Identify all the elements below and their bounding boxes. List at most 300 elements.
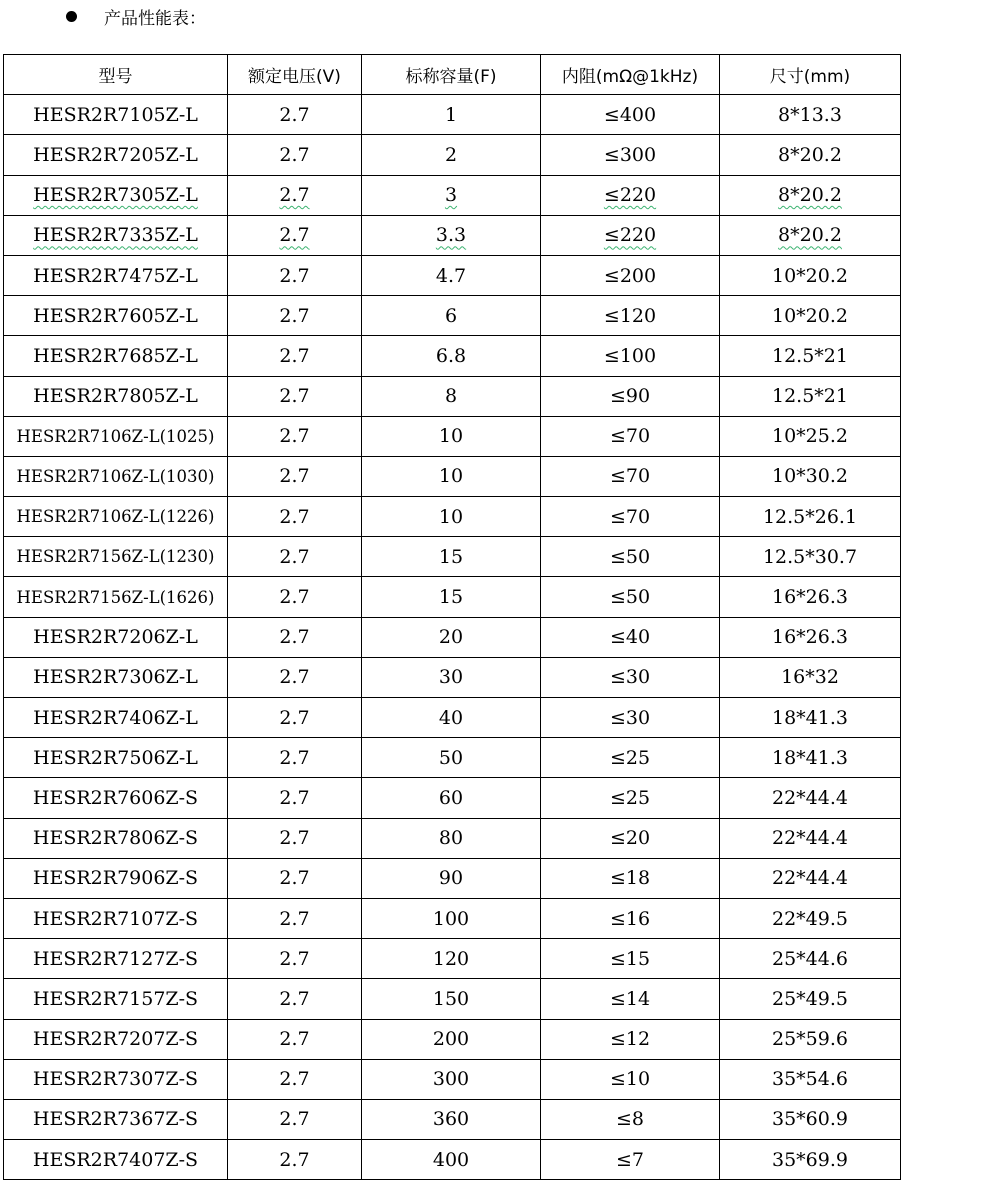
cell-resistance <box>541 979 720 1019</box>
cell-capacitance-text: 60 <box>438 786 464 809</box>
cell-capacitance <box>362 577 541 617</box>
cell-model-text: HESR2R7206Z-L <box>33 626 198 649</box>
cell-capacitance-text: 300 <box>432 1068 470 1091</box>
cell-capacitance <box>362 537 541 577</box>
cell-resistance-text: ≤70 <box>609 425 651 448</box>
cell-rated-voltage <box>228 175 362 215</box>
cell-resistance <box>541 376 720 416</box>
cell-model-text: HESR2R7305Z-L <box>33 184 198 207</box>
cell-size-text: 22*44.4 <box>772 867 848 890</box>
cell-size-text: 25*59.6 <box>772 1028 848 1051</box>
cell-resistance-text: ≤400 <box>603 103 657 126</box>
cell-size-text: 8*20.2 <box>778 143 842 166</box>
header-size: 尺寸(mm) <box>720 55 901 95</box>
cell-model <box>4 778 228 818</box>
cell-model-text: HESR2R7685Z-L <box>33 344 198 367</box>
table-row <box>4 818 901 858</box>
cell-resistance-text: ≤16 <box>609 907 651 930</box>
cell-model <box>4 95 228 135</box>
cell-model <box>4 296 228 336</box>
cell-size-text: 10*20.2 <box>772 304 848 327</box>
cell-resistance <box>541 1140 720 1180</box>
cell-rated-voltage-text: 2.7 <box>279 545 310 568</box>
cell-rated-voltage-text: 2.7 <box>279 385 310 408</box>
cell-rated-voltage-text: 2.7 <box>279 626 310 649</box>
cell-size-text: 22*44.4 <box>772 786 848 809</box>
cell-capacitance-text: 20 <box>438 626 464 649</box>
cell-size <box>720 657 901 697</box>
cell-rated-voltage-text: 2.7 <box>279 586 310 609</box>
cell-resistance <box>541 898 720 938</box>
table-row <box>4 537 901 577</box>
cell-capacitance-text: 150 <box>432 987 470 1010</box>
cell-model-text: HESR2R7306Z-L <box>33 666 198 689</box>
cell-rated-voltage-text: 2.7 <box>279 987 310 1010</box>
cell-size <box>720 95 901 135</box>
cell-capacitance <box>362 255 541 295</box>
cell-capacitance <box>362 898 541 938</box>
cell-size <box>720 778 901 818</box>
cell-rated-voltage <box>228 537 362 577</box>
cell-size-text: 8*13.3 <box>778 103 842 126</box>
table-row <box>4 577 901 617</box>
cell-size-text: 12.5*21 <box>772 344 848 367</box>
cell-model <box>4 1099 228 1139</box>
cell-size <box>720 1059 901 1099</box>
cell-size-text: 12.5*21 <box>772 385 848 408</box>
cell-model <box>4 898 228 938</box>
table-row <box>4 657 901 697</box>
cell-model <box>4 1140 228 1180</box>
cell-resistance-text: ≤20 <box>609 827 651 850</box>
table-row <box>4 778 901 818</box>
cell-capacitance <box>362 1140 541 1180</box>
cell-rated-voltage <box>228 296 362 336</box>
cell-resistance <box>541 858 720 898</box>
cell-capacitance-text: 30 <box>438 666 464 689</box>
cell-rated-voltage <box>228 497 362 537</box>
cell-model <box>4 376 228 416</box>
cell-model-text: HESR2R7307Z-S <box>32 1068 199 1091</box>
cell-model-text: HESR2R7906Z-S <box>32 867 199 890</box>
table-row <box>4 416 901 456</box>
cell-resistance <box>541 215 720 255</box>
cell-rated-voltage-text: 2.7 <box>279 465 310 488</box>
cell-capacitance-text: 1 <box>444 103 458 126</box>
cell-rated-voltage <box>228 738 362 778</box>
cell-capacitance-text: 2 <box>444 143 458 166</box>
cell-rated-voltage <box>228 858 362 898</box>
cell-model <box>4 657 228 697</box>
cell-resistance-text: ≤18 <box>609 867 651 890</box>
cell-resistance <box>541 1059 720 1099</box>
cell-size <box>720 376 901 416</box>
cell-rated-voltage-text: 2.7 <box>279 143 310 166</box>
cell-size <box>720 577 901 617</box>
cell-size <box>720 738 901 778</box>
cell-size <box>720 135 901 175</box>
table-row <box>4 296 901 336</box>
cell-size-text: 22*44.4 <box>772 827 848 850</box>
cell-model <box>4 818 228 858</box>
cell-capacitance <box>362 1059 541 1099</box>
cell-size-text: 25*49.5 <box>772 987 848 1010</box>
cell-resistance-text: ≤10 <box>609 1068 651 1091</box>
table-row <box>4 1059 901 1099</box>
cell-resistance <box>541 939 720 979</box>
cell-rated-voltage <box>228 778 362 818</box>
table-row <box>4 255 901 295</box>
cell-model-text: HESR2R7406Z-L <box>33 706 198 729</box>
cell-rated-voltage-text: 2.7 <box>279 786 310 809</box>
cell-resistance <box>541 617 720 657</box>
cell-rated-voltage <box>228 818 362 858</box>
cell-size <box>720 939 901 979</box>
cell-rated-voltage-text: 2.7 <box>279 304 310 327</box>
cell-rated-voltage-text: 2.7 <box>279 264 310 287</box>
cell-size <box>720 979 901 1019</box>
cell-resistance <box>541 296 720 336</box>
cell-model-text: HESR2R7805Z-L <box>33 385 198 408</box>
cell-model-text: HESR2R7506Z-L <box>33 746 198 769</box>
cell-capacitance-text: 15 <box>438 545 464 568</box>
cell-capacitance-text: 120 <box>432 947 470 970</box>
cell-capacitance-text: 80 <box>438 827 464 850</box>
table-row <box>4 698 901 738</box>
cell-capacitance <box>362 336 541 376</box>
cell-capacitance-text: 3 <box>444 184 458 207</box>
cell-capacitance-text: 3.3 <box>435 224 467 247</box>
cell-rated-voltage <box>228 135 362 175</box>
cell-model <box>4 215 228 255</box>
cell-rated-voltage-text: 2.7 <box>279 1028 310 1051</box>
cell-size <box>720 336 901 376</box>
table-row <box>4 456 901 496</box>
cell-rated-voltage <box>228 979 362 1019</box>
cell-capacitance-text: 200 <box>432 1028 470 1051</box>
cell-size-text: 10*20.2 <box>772 264 848 287</box>
cell-model-text: HESR2R7107Z-S <box>32 907 199 930</box>
cell-size-text: 18*41.3 <box>772 746 848 769</box>
cell-capacitance <box>362 979 541 1019</box>
cell-resistance-text: ≤220 <box>603 224 657 247</box>
cell-size <box>720 617 901 657</box>
cell-size-text: 12.5*26.1 <box>762 505 858 528</box>
header-nominal-capacitance: 标称容量(F) <box>362 55 541 95</box>
cell-size-text: 25*44.6 <box>772 947 848 970</box>
cell-model-text: HESR2R7207Z-S <box>32 1028 199 1051</box>
cell-resistance <box>541 336 720 376</box>
cell-model <box>4 537 228 577</box>
table-row <box>4 738 901 778</box>
cell-resistance-text: ≤25 <box>609 786 651 809</box>
cell-model-text: HESR2R7335Z-L <box>33 224 198 247</box>
cell-model <box>4 175 228 215</box>
table-row <box>4 617 901 657</box>
cell-size <box>720 858 901 898</box>
cell-capacitance <box>362 818 541 858</box>
section-heading <box>66 2 206 30</box>
table-row <box>4 898 901 938</box>
table-row <box>4 1099 901 1139</box>
cell-rated-voltage <box>228 376 362 416</box>
cell-resistance-text: ≤50 <box>609 545 651 568</box>
cell-capacitance-text: 15 <box>438 586 464 609</box>
cell-rated-voltage-text: 2.7 <box>279 827 310 850</box>
cell-size <box>720 898 901 938</box>
cell-rated-voltage <box>228 1019 362 1059</box>
table-row <box>4 1140 901 1180</box>
cell-size-text: 16*26.3 <box>772 586 848 609</box>
cell-model <box>4 979 228 1019</box>
cell-size-text: 8*20.2 <box>778 224 842 247</box>
cell-resistance <box>541 175 720 215</box>
cell-capacitance <box>362 456 541 496</box>
cell-rated-voltage-text: 2.7 <box>279 1148 310 1171</box>
cell-resistance <box>541 537 720 577</box>
cell-rated-voltage <box>228 898 362 938</box>
cell-model-text: HESR2R7605Z-L <box>33 304 198 327</box>
cell-size-text: 10*30.2 <box>772 465 848 488</box>
cell-capacitance-text: 10 <box>438 465 464 488</box>
cell-size-text: 35*54.6 <box>772 1068 848 1091</box>
cell-resistance <box>541 456 720 496</box>
cell-capacitance-text: 90 <box>438 867 464 890</box>
cell-rated-voltage <box>228 1140 362 1180</box>
cell-capacitance <box>362 1019 541 1059</box>
cell-rated-voltage <box>228 336 362 376</box>
cell-model <box>4 497 228 537</box>
cell-size <box>720 537 901 577</box>
table-header-row <box>4 55 901 95</box>
cell-resistance-text: ≤50 <box>609 586 651 609</box>
cell-resistance <box>541 778 720 818</box>
cell-rated-voltage <box>228 456 362 496</box>
cell-rated-voltage <box>228 698 362 738</box>
cell-resistance <box>541 255 720 295</box>
cell-resistance <box>541 497 720 537</box>
cell-size <box>720 497 901 537</box>
cell-resistance-text: ≤40 <box>609 626 651 649</box>
cell-capacitance-text: 6.8 <box>435 344 467 367</box>
cell-rated-voltage-text: 2.7 <box>279 907 310 930</box>
cell-rated-voltage-text: 2.7 <box>279 425 310 448</box>
cell-capacitance <box>362 738 541 778</box>
cell-capacitance <box>362 858 541 898</box>
cell-capacitance-text: 40 <box>438 706 464 729</box>
cell-resistance-text: ≤30 <box>609 706 651 729</box>
cell-rated-voltage <box>228 1059 362 1099</box>
cell-size-text: 16*32 <box>781 666 839 689</box>
cell-rated-voltage-text: 2.7 <box>279 505 310 528</box>
cell-resistance <box>541 1099 720 1139</box>
cell-size-text: 8*20.2 <box>778 184 842 207</box>
cell-model <box>4 1019 228 1059</box>
cell-resistance-text: ≤8 <box>615 1108 644 1131</box>
cell-resistance <box>541 818 720 858</box>
cell-model-text: HESR2R7606Z-S <box>32 786 199 809</box>
cell-model <box>4 416 228 456</box>
cell-rated-voltage-text: 2.7 <box>279 103 310 126</box>
cell-rated-voltage <box>228 255 362 295</box>
cell-size <box>720 1019 901 1059</box>
cell-model-text: HESR2R7127Z-S <box>32 947 199 970</box>
cell-capacitance <box>362 215 541 255</box>
cell-capacitance <box>362 376 541 416</box>
cell-resistance-text: ≤14 <box>609 987 651 1010</box>
cell-capacitance <box>362 296 541 336</box>
cell-model-text: HESR2R7407Z-S <box>32 1148 199 1171</box>
cell-size-text: 10*25.2 <box>772 425 848 448</box>
cell-model-text: HESR2R7106Z-L(1025) <box>16 426 215 446</box>
cell-resistance-text: ≤90 <box>609 385 651 408</box>
cell-model <box>4 738 228 778</box>
cell-model <box>4 617 228 657</box>
cell-rated-voltage <box>228 939 362 979</box>
cell-capacitance-text: 4.7 <box>435 264 467 287</box>
cell-resistance <box>541 135 720 175</box>
cell-capacitance-text: 10 <box>438 425 464 448</box>
product-performance-table <box>3 54 901 1180</box>
cell-rated-voltage-text: 2.7 <box>279 746 310 769</box>
cell-resistance-text: ≤25 <box>609 746 651 769</box>
cell-rated-voltage-text: 2.7 <box>279 947 310 970</box>
cell-rated-voltage <box>228 617 362 657</box>
cell-size <box>720 296 901 336</box>
cell-model-text: HESR2R7205Z-L <box>33 143 198 166</box>
cell-size <box>720 1099 901 1139</box>
cell-resistance-text: ≤70 <box>609 505 651 528</box>
cell-model-text: HESR2R7475Z-L <box>33 264 198 287</box>
cell-model-text: HESR2R7156Z-L(1230) <box>16 547 215 567</box>
cell-model <box>4 1059 228 1099</box>
table-row <box>4 497 901 537</box>
cell-resistance <box>541 698 720 738</box>
table-row <box>4 336 901 376</box>
cell-capacitance-text: 400 <box>432 1148 470 1171</box>
cell-capacitance-text: 100 <box>432 907 470 930</box>
cell-capacitance <box>362 175 541 215</box>
cell-resistance-text: ≤100 <box>603 344 657 367</box>
cell-model <box>4 858 228 898</box>
cell-size-text: 16*26.3 <box>772 626 848 649</box>
cell-rated-voltage-text: 2.7 <box>279 666 310 689</box>
cell-capacitance-text: 50 <box>438 746 464 769</box>
cell-size <box>720 1140 901 1180</box>
cell-size-text: 22*49.5 <box>772 907 848 930</box>
cell-resistance-text: ≤7 <box>615 1148 644 1171</box>
table-row <box>4 979 901 1019</box>
cell-rated-voltage <box>228 1099 362 1139</box>
cell-rated-voltage <box>228 95 362 135</box>
cell-capacitance-text: 8 <box>444 385 458 408</box>
cell-size <box>720 255 901 295</box>
cell-capacitance-text: 360 <box>432 1108 470 1131</box>
cell-model <box>4 255 228 295</box>
cell-resistance <box>541 577 720 617</box>
cell-size <box>720 215 901 255</box>
cell-resistance <box>541 738 720 778</box>
table-row <box>4 939 901 979</box>
cell-size <box>720 175 901 215</box>
cell-rated-voltage-text: 2.7 <box>279 1068 310 1091</box>
header-model: 型号 <box>4 55 228 95</box>
cell-rated-voltage-text: 2.7 <box>279 344 310 367</box>
header-internal-resistance: 内阻(mΩ@1kHz) <box>541 55 720 95</box>
bullet-icon <box>66 11 77 22</box>
cell-rated-voltage-text: 2.7 <box>279 706 310 729</box>
cell-resistance <box>541 1019 720 1059</box>
cell-capacitance-text: 10 <box>438 505 464 528</box>
cell-resistance-text: ≤30 <box>609 666 651 689</box>
cell-capacitance <box>362 497 541 537</box>
cell-resistance-text: ≤200 <box>603 264 657 287</box>
cell-model-text: HESR2R7106Z-L(1226) <box>16 507 215 527</box>
cell-capacitance <box>362 778 541 818</box>
cell-size <box>720 456 901 496</box>
cell-rated-voltage <box>228 215 362 255</box>
cell-rated-voltage-text: 2.7 <box>279 1108 310 1131</box>
cell-resistance <box>541 95 720 135</box>
cell-size-text: 18*41.3 <box>772 706 848 729</box>
cell-capacitance-text: 6 <box>444 304 458 327</box>
cell-resistance-text: ≤120 <box>603 304 657 327</box>
cell-capacitance <box>362 95 541 135</box>
table-row <box>4 135 901 175</box>
cell-size-text: 35*69.9 <box>772 1148 848 1171</box>
cell-capacitance <box>362 698 541 738</box>
cell-size-text: 12.5*30.7 <box>762 545 858 568</box>
table-row <box>4 95 901 135</box>
cell-model-text: HESR2R7806Z-S <box>32 827 199 850</box>
cell-size <box>720 818 901 858</box>
table-row <box>4 376 901 416</box>
section-heading-text: 产品性能表： <box>104 8 206 29</box>
cell-size-text: 35*60.9 <box>772 1108 848 1131</box>
cell-resistance <box>541 416 720 456</box>
cell-size <box>720 698 901 738</box>
cell-resistance <box>541 657 720 697</box>
cell-model-text: HESR2R7105Z-L <box>33 103 198 126</box>
cell-model <box>4 698 228 738</box>
cell-size <box>720 416 901 456</box>
cell-model <box>4 456 228 496</box>
cell-model-text: HESR2R7367Z-S <box>32 1108 199 1131</box>
cell-resistance-text: ≤15 <box>609 947 651 970</box>
table-row <box>4 175 901 215</box>
cell-model-text: HESR2R7156Z-L(1626) <box>16 587 215 607</box>
cell-rated-voltage <box>228 657 362 697</box>
table-row <box>4 1019 901 1059</box>
cell-capacitance <box>362 657 541 697</box>
cell-resistance-text: ≤70 <box>609 465 651 488</box>
cell-rated-voltage-text: 2.7 <box>279 224 310 247</box>
cell-capacitance <box>362 1099 541 1139</box>
cell-capacitance <box>362 617 541 657</box>
cell-resistance-text: ≤220 <box>603 184 657 207</box>
cell-model-text: HESR2R7106Z-L(1030) <box>16 466 215 486</box>
cell-rated-voltage-text: 2.7 <box>279 184 310 207</box>
cell-resistance-text: ≤12 <box>609 1028 651 1051</box>
cell-model <box>4 577 228 617</box>
cell-model <box>4 336 228 376</box>
table-row <box>4 215 901 255</box>
cell-rated-voltage <box>228 577 362 617</box>
cell-model <box>4 939 228 979</box>
cell-resistance-text: ≤300 <box>603 143 657 166</box>
cell-rated-voltage <box>228 416 362 456</box>
cell-model-text: HESR2R7157Z-S <box>32 987 199 1010</box>
